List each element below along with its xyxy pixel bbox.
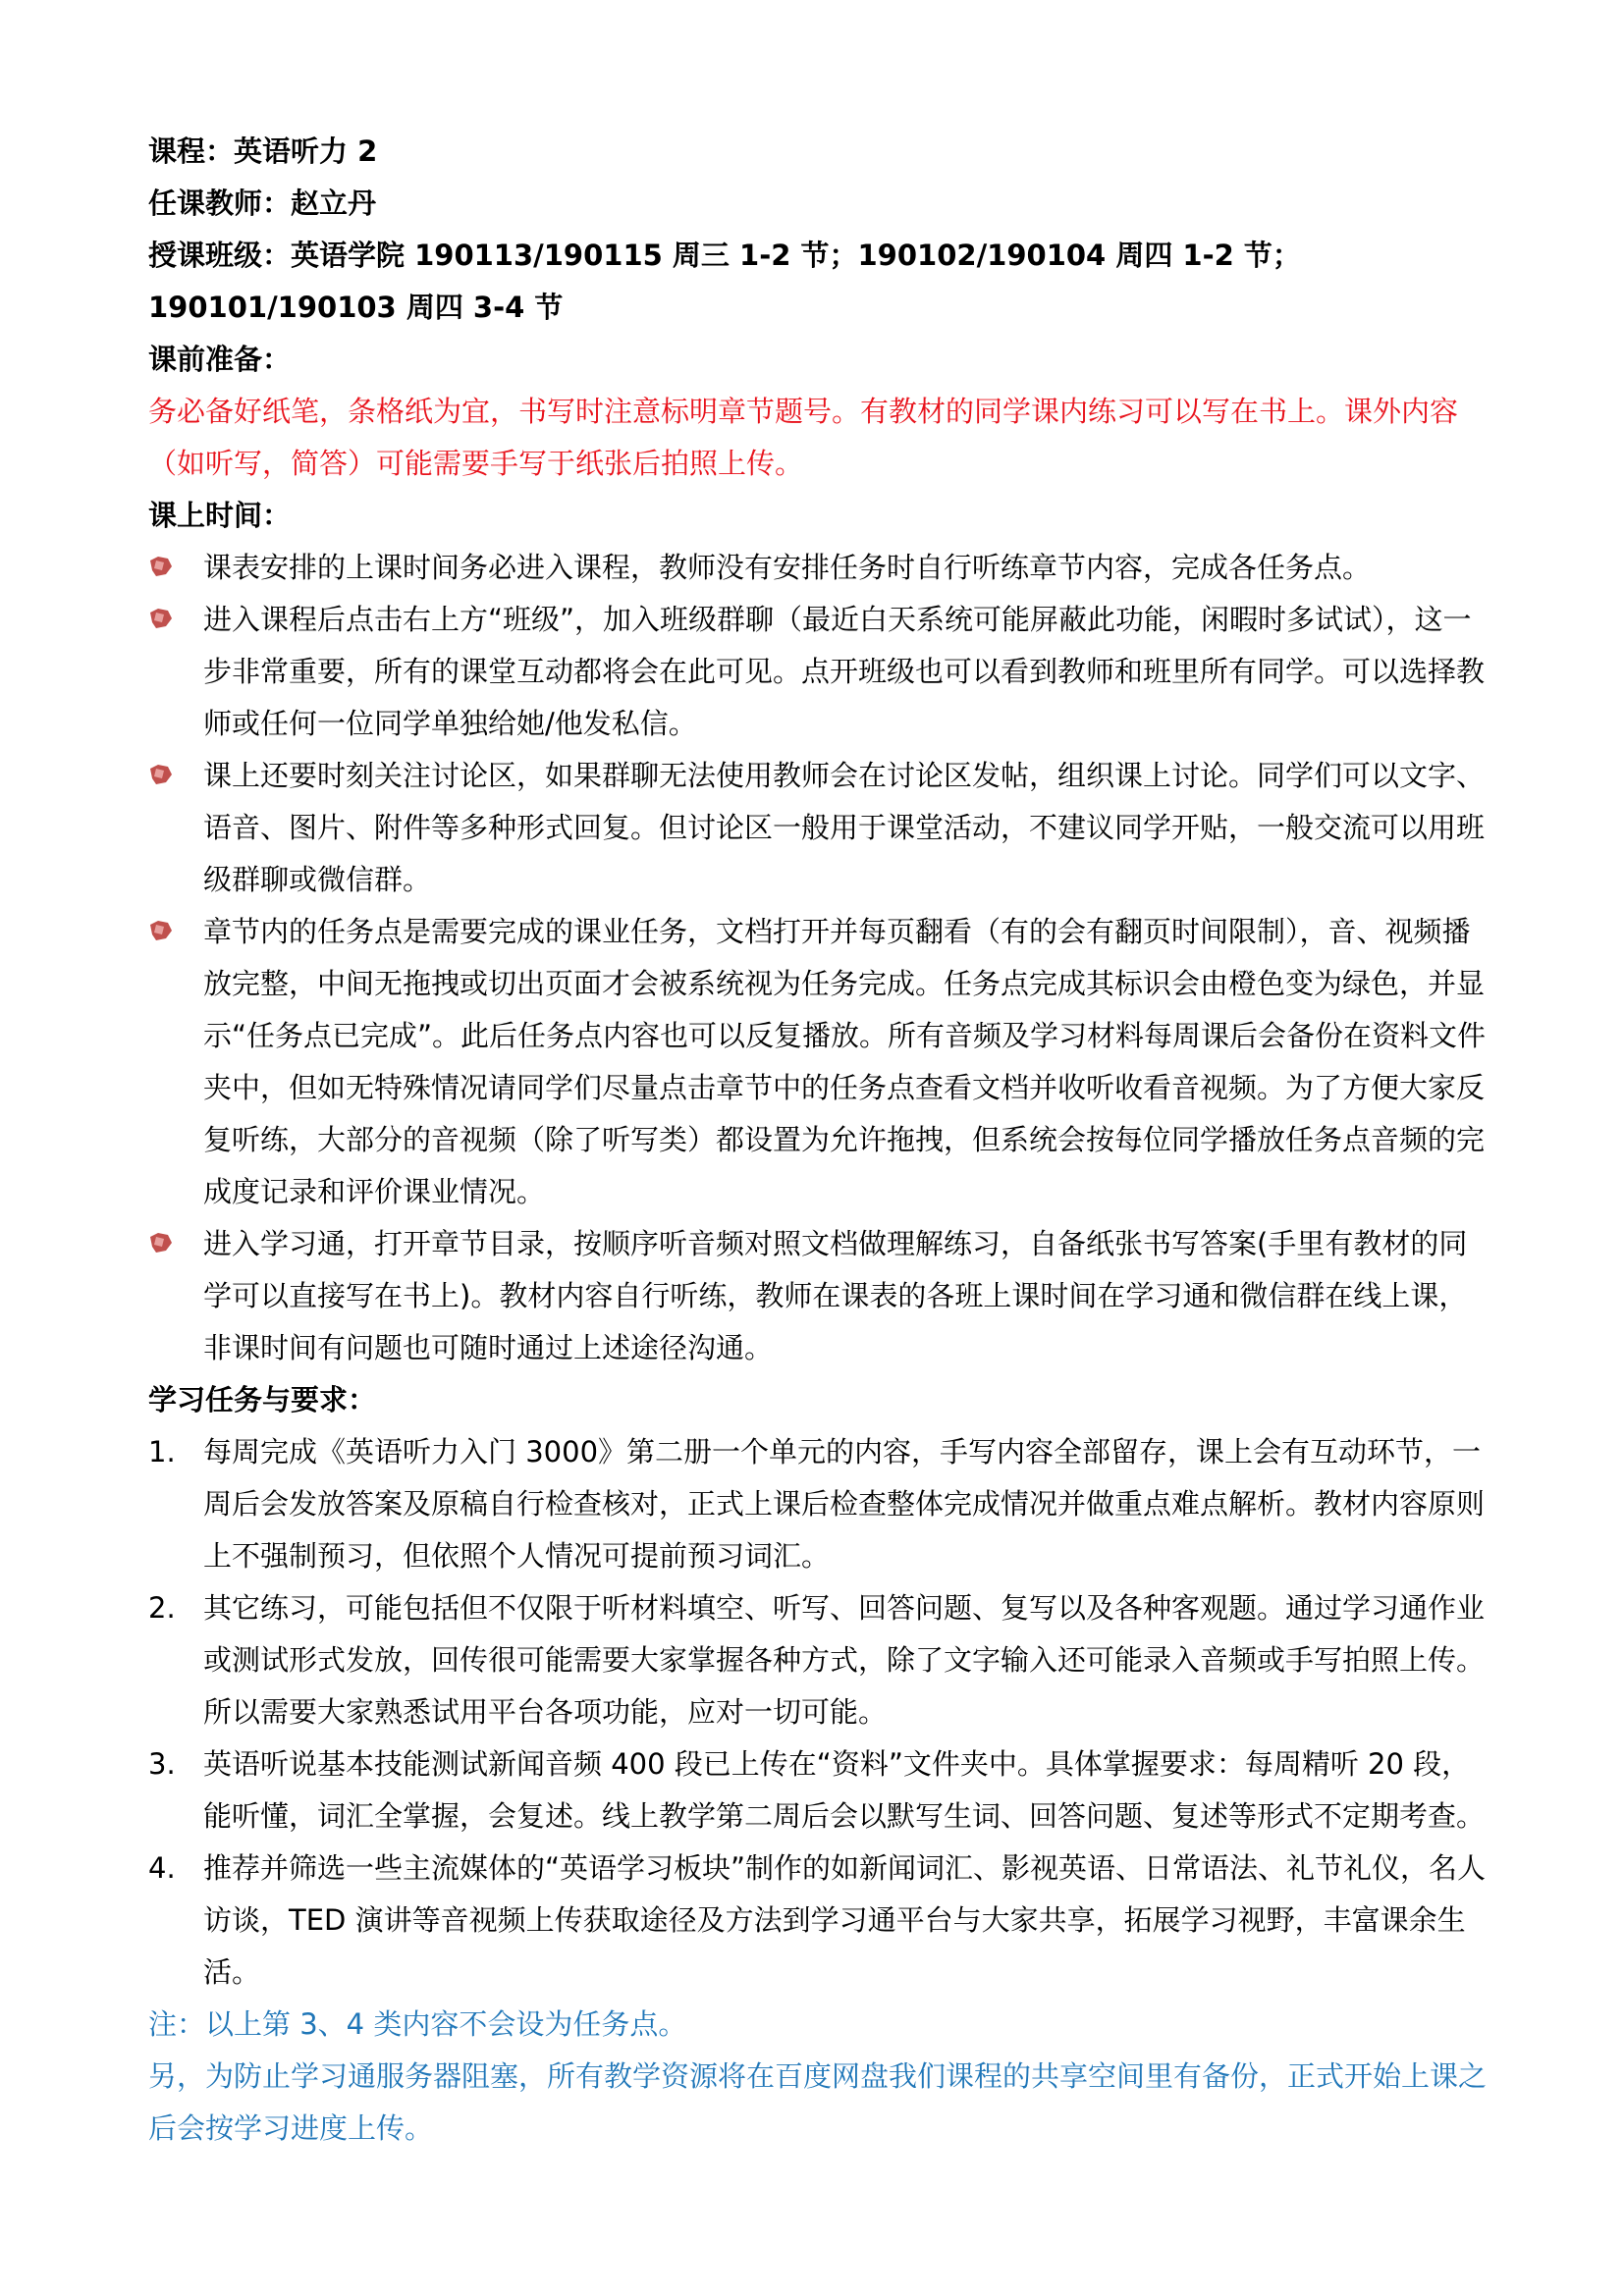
list-item bbox=[148, 906, 1489, 1218]
list-item bbox=[148, 1842, 1489, 1999]
bullet-flag-icon bbox=[148, 919, 174, 942]
list-item bbox=[148, 1218, 1489, 1374]
list-item-text: 进入课程后点击右上方“班级”，加入班级群聊（最近白天系统可能屏蔽此功能，闲暇时多试试），这一步非常重要，所有的课堂互动都将会在此可见。点开班级也可以看到教师和班里所有同学。可以选择教师或任何一位同学单独给她/他发私信。 bbox=[203, 603, 1486, 740]
item-number: 2. bbox=[148, 1591, 176, 1625]
list-item bbox=[148, 750, 1489, 906]
list-item-text: 进入学习通，打开章节目录，按顺序听音频对照文档做理解练习，自备纸张书写答案(手里有教材的同学可以直接写在书上)。教材内容自行听练，教师在课表的各班上课时间在学习通和微信群在线上课，非课时间有问题也可随时通过上述途径沟通。 bbox=[203, 1227, 1468, 1364]
list-item-text: 英语听说基本技能测试新闻音频 400 段已上传在“资料”文件夹中。具体掌握要求：每周精听 20 段，能听懂，词汇全掌握，会复述。线上教学第二周后会以默写生词、回答问题、复述等形式不定期考查。 bbox=[203, 1747, 1486, 1833]
course-title: 课程：英语听力 2 bbox=[148, 134, 378, 168]
item-number: 3. bbox=[148, 1747, 176, 1781]
list-item bbox=[148, 542, 1489, 594]
list-item bbox=[148, 1738, 1489, 1842]
bullet-flag-icon bbox=[148, 607, 174, 630]
list-item-text: 每周完成《英语听力入门 3000》第二册一个单元的内容，手写内容全部留存，课上会有互动环节，一周后会发放答案及原稿自行检查核对，正式上课后检查整体完成情况并做重点难点解析。教材内容原则上不强制预习，但依照个人情况可提前预习词汇。 bbox=[203, 1435, 1486, 1573]
bullet-flag-icon bbox=[148, 763, 174, 786]
bullet-flag-icon bbox=[148, 1231, 174, 1255]
class-time-list bbox=[148, 542, 1489, 1374]
note-task-points: 注：以上第 3、4 类内容不会设为任务点。 bbox=[148, 2007, 687, 2041]
list-item-text: 课上还要时刻关注讨论区，如果群聊无法使用教师会在讨论区发帖，组织课上讨论。同学们可以文字、语音、图片、附件等多种形式回复。但讨论区一般用于课堂活动，不建议同学开贴，一般交流可以用班级群聊或微信群。 bbox=[203, 759, 1486, 896]
note-backup: 另，为防止学习通服务器阻塞，所有教学资源将在百度网盘我们课程的共享空间里有备份，正式开始上课之后会按学习进度上传。 bbox=[148, 2059, 1488, 2145]
bullet-flag-icon bbox=[148, 555, 174, 578]
class-time-heading: 课上时间： bbox=[148, 499, 292, 532]
tasks-heading: 学习任务与要求： bbox=[148, 1383, 377, 1416]
list-item-text: 其它练习，可能包括但不仅限于听材料填空、听写、回答问题、复写以及各种客观题。通过学习通作业或测试形式发放，回传很可能需要大家掌握各种方式，除了文字输入还可能录入音频或手写拍照上传。所以需要大家熟悉试用平台各项功能，应对一切可能。 bbox=[203, 1591, 1486, 1729]
prep-heading: 课前准备： bbox=[148, 343, 292, 376]
item-number: 1. bbox=[148, 1435, 176, 1468]
document-page bbox=[148, 126, 1489, 2155]
prep-text: 务必备好纸笔，条格纸为宜，书写时注意标明章节题号。有教材的同学课内练习可以写在书上。课外内容（如听写，简答）可能需要手写于纸张后拍照上传。 bbox=[148, 395, 1459, 480]
teacher-name: 任课教师：赵立丹 bbox=[148, 187, 377, 220]
tasks-list bbox=[148, 1426, 1489, 1999]
list-item-text: 推荐并筛选一些主流媒体的“英语学习板块”制作的如新闻词汇、影视英语、日常语法、礼节礼仪，名人访谈，TED 演讲等音视频上传获取途径及方法到学习通平台与大家共享，拓展学习视野，丰富课余生活。 bbox=[203, 1851, 1487, 1989]
list-item bbox=[148, 1582, 1489, 1738]
class-schedule: 授课班级：英语学院 190113/190115 周三 1-2 节；190102/190104 周四 1-2 节；190101/190103 周四 3-4 节 bbox=[148, 239, 1301, 324]
list-item bbox=[148, 594, 1489, 750]
item-number: 4. bbox=[148, 1851, 176, 1885]
list-item-text: 章节内的任务点是需要完成的课业任务，文档打开并每页翻看（有的会有翻页时间限制），音、视频播放完整，中间无拖拽或切出页面才会被系统视为任务完成。任务点完成其标识会由橙色变为绿色，并显示“任务点已完成”。此后任务点内容也可以反复播放。所有音频及学习材料每周课后会备份在资料文件夹中，但如无特殊情况请同学们尽量点击章节中的任务点查看文档并收听收看音视频。为了方便大家反复听练，大部分的音视频（除了听写类）都设置为允许拖拽，但系统会按每位同学播放任务点音频的完成度记录和评价课业情况。 bbox=[203, 915, 1487, 1208]
list-item bbox=[148, 1426, 1489, 1582]
list-item-text: 课表安排的上课时间务必进入课程，教师没有安排任务时自行听练章节内容，完成各任务点。 bbox=[203, 551, 1372, 584]
